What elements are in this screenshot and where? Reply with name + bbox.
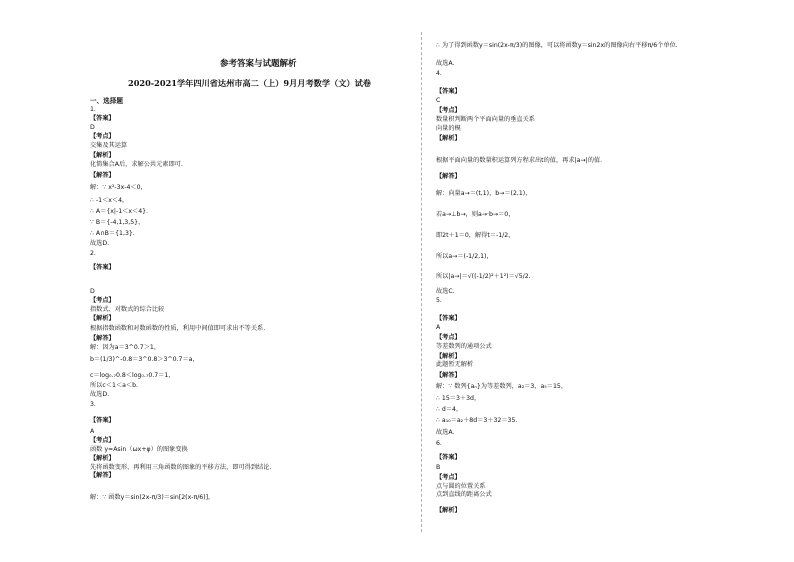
right-line: 向量的模 (436, 125, 461, 132)
left-line: 【答案】 (90, 115, 115, 122)
left-line: 解：因为a＝3^0.7＞1， (90, 344, 161, 351)
right-line: 解：∵ 数列{aₙ}为等差数列，a₂＝3，a₅＝15， (436, 383, 568, 390)
right-column (436, 0, 736, 562)
right-line: 6. (436, 440, 442, 447)
left-line: ∴ A∩B＝{1,3}. (90, 230, 135, 237)
right-line: 此题暂无解析 (436, 361, 474, 368)
left-line: 解：∵ x²-3x-4＜0， (90, 184, 147, 191)
left-line: ∴ -1＜x＜4， (90, 197, 129, 204)
right-line: 解：向量a→＝(t,1)，b→＝(2,1)， (436, 190, 532, 197)
right-line: 点到直线的距离公式 (436, 491, 492, 498)
left-line: 【解析】 (90, 455, 115, 462)
left-line: 故选D. (90, 240, 110, 247)
column-divider (421, 32, 422, 532)
left-line: 【考点】 (90, 297, 115, 304)
left-line: 化简集合A后，求解公共元素即可. (90, 161, 183, 168)
left-line: 【解答】 (90, 472, 115, 479)
right-line: 【考点】 (436, 474, 461, 481)
left-line: ∵ B＝{-4,1,3,5}， (90, 219, 145, 226)
left-line: 【解析】 (90, 315, 115, 322)
left-line: 【考点】 (90, 133, 115, 140)
right-line: ∴ 15＝3＋3d， (436, 395, 481, 402)
left-line: 函数 y=Asin（ωx+φ）的图象变换 (90, 446, 188, 453)
right-line: ∴ 为了得到函数y＝sin(2x-π/3)的图像，可以将函数y＝sin2x的图像向右平移π/6个单位. (436, 42, 678, 49)
right-line: 【答案】 (436, 88, 461, 95)
left-line: b＝(1/3)^-0.8＝3^0.8＞3^0.7＝a， (90, 356, 199, 363)
left-line: 【解答】 (90, 172, 115, 179)
document-subtitle: 2020-2021学年四川省达州市高二（上）9月月考数学（文）试卷 (128, 78, 371, 88)
right-line: 【解析】 (436, 353, 461, 360)
left-line: 解：∵ 函数y＝sin(2x-π/3)＝sin[2(x-π/6)]， (90, 494, 215, 501)
right-line: ∴ a₁₀＝a₂＋8d＝3＋32＝35. (436, 417, 518, 424)
right-line: 即2t＋1＝0，解得t＝-1/2， (436, 232, 515, 239)
right-line: 【解答】 (436, 173, 461, 180)
left-line: c＝log₀.₇0.8＜log₀.₇0.7＝1， (90, 372, 175, 379)
right-line: 【考点】 (436, 107, 461, 114)
left-line: 2. (90, 250, 96, 257)
right-line: 若a→⊥b→，则a→·b→＝0， (436, 211, 515, 218)
left-line: 交集及其运算 (90, 142, 128, 149)
left-line: 【考点】 (90, 437, 115, 444)
left-line: 【答案】 (90, 264, 115, 271)
left-line: 【解析】 (90, 152, 115, 159)
right-line: 【考点】 (436, 334, 461, 341)
left-column (90, 0, 410, 562)
right-line: 【解析】 (436, 507, 461, 514)
right-line: 所以a→＝(-1/2,1)， (436, 253, 493, 260)
section-heading: 一、选择题 (90, 97, 123, 105)
left-line: 指数式、对数式的综合比较 (90, 306, 165, 313)
right-line: B (436, 464, 441, 471)
left-line: ∴ A＝{x|-1＜x＜4}. (90, 208, 149, 215)
left-line: 【答案】 (90, 417, 115, 424)
right-line: 数量积判断两个平面向量的垂直关系 (436, 116, 535, 123)
right-line: 【答案】 (436, 454, 461, 461)
left-line: 1. (90, 106, 96, 113)
right-line: C (436, 97, 441, 104)
right-line: 点与圆的位置关系 (436, 483, 486, 490)
right-line: 5. (436, 297, 442, 304)
right-line: 【答案】 (436, 315, 461, 322)
document-title: 参考答案与试题解析 (220, 59, 297, 69)
left-line: 3. (90, 401, 96, 408)
left-line: 【解答】 (90, 335, 115, 342)
right-line: 等差数列的通项公式 (436, 343, 492, 350)
left-line: D (90, 288, 95, 295)
right-line: A (436, 324, 441, 331)
right-line: 根据平面向量的数量积运算列方程求出t的值，再求|a→|的值. (436, 157, 603, 164)
right-line: ∴ d＝4， (436, 406, 463, 413)
left-line: D (90, 124, 95, 131)
left-line: A (90, 428, 95, 435)
left-line: 所以c＜1＜a＜b. (90, 382, 138, 389)
left-line: 故选D. (90, 391, 110, 398)
left-line: 先将函数变形，再利用三角函数的图象的平移方法，即可得到结论. (90, 464, 272, 471)
right-line: 4. (436, 70, 442, 77)
right-line: 故选C. (436, 288, 455, 295)
right-line: 【解答】 (436, 372, 461, 379)
right-line: 【解析】 (436, 135, 461, 142)
left-line: 根据指数函数和对数函数的性质，利用中间值即可求出不等关系. (90, 325, 266, 332)
right-line: 所以|a→|＝√((-1/2)²＋1²)＝√5/2. (436, 273, 531, 280)
right-line: 故选A. (436, 60, 455, 67)
right-line: 故选A. (436, 429, 455, 436)
